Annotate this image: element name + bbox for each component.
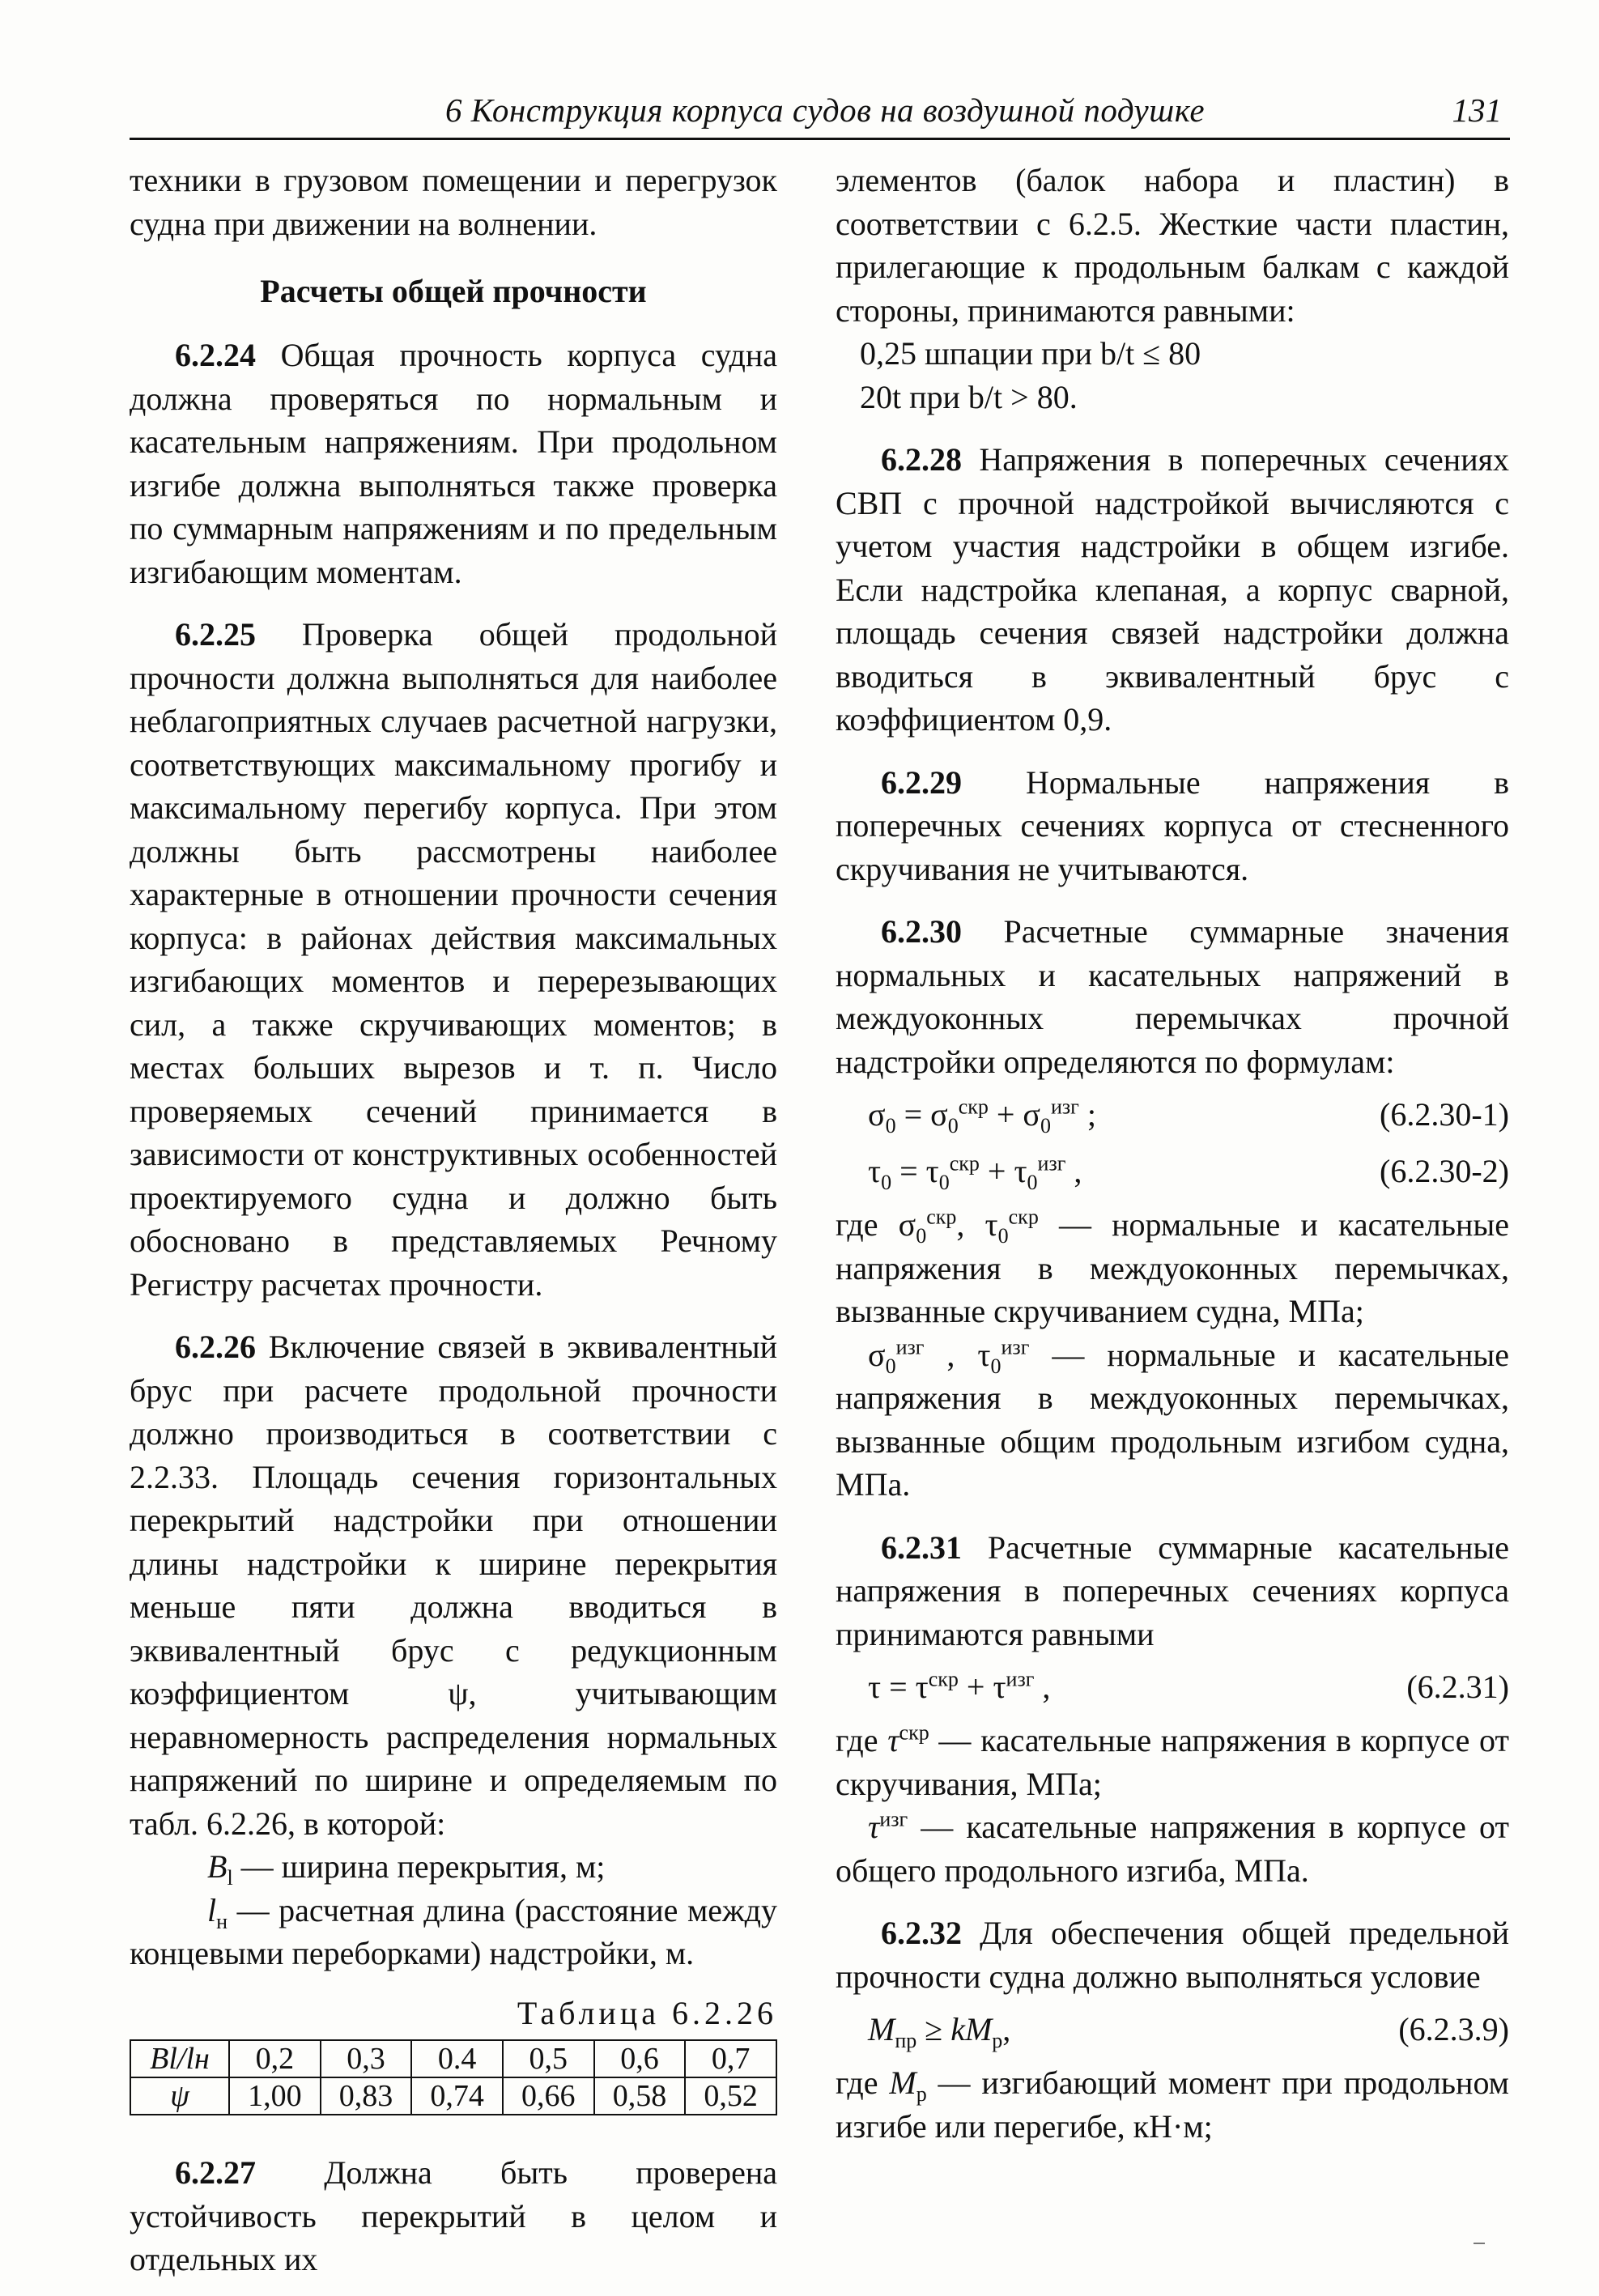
- where-5: где $M_р$ — изгибающий момент при продольном изгибе или перегибе, кН·м;: [836, 2064, 1509, 2145]
- clause-6-2-32: [836, 1911, 1509, 1998]
- clause-text: Расчетные суммарные значения нормальных и касательных напряжений в междуоконных перемычках прочной надстройки определяются по формулам:: [836, 913, 1509, 1080]
- formula-expression: $\tau_0 = \tau_0^{скр} + \tau_0^{изг}$ ,: [868, 1151, 1082, 1195]
- where-1: где $\sigma_0^{скр}$, $\tau_0^{скр}$ — нормальные и касательные напряжения в междуоконных перемычках, вызванные скручиванием судна, МПа;: [836, 1205, 1510, 1329]
- where-3: где $\tau^{скр}$ — касательные напряжения в корпусе от скручивания, МПа;: [836, 1720, 1510, 1802]
- clause-number: 6.2.26: [175, 1329, 256, 1365]
- clause-text: Нормальные напряжения в поперечных сечениях корпуса от стесненного скручивания не учитываются.: [836, 763, 1509, 887]
- formula-6-2-30-2: [836, 1146, 1509, 1197]
- scan-mark: [1474, 2243, 1485, 2244]
- where-text: — нормальные и касательные напряжения в междуоконных перемычках, вызванные скручиванием судна, МПа;: [836, 1206, 1510, 1329]
- clause-6-2-29: [836, 761, 1509, 891]
- symbol-l: l: [207, 1891, 217, 1928]
- table-cell: 0,66: [503, 2077, 594, 2115]
- table-header-cell: Bl/lн: [130, 2040, 229, 2077]
- condition-2: 20t при b/t > 80.: [860, 378, 1078, 415]
- clause-number: 6.2.28: [881, 441, 962, 478]
- section-heading: Расчеты общей прочности: [260, 273, 647, 309]
- table-cell: 1,00: [229, 2077, 321, 2115]
- clause-number: 6.2.25: [175, 616, 256, 653]
- table-cell: 0,5: [503, 2040, 594, 2077]
- clause-6-2-25: [130, 613, 777, 1306]
- paragraph-intro: техники в грузовом помещении и перегрузок судна при движении на волнении.: [130, 162, 777, 242]
- table-cell: 0.4: [411, 2040, 503, 2077]
- formula-6-2-30-1: [836, 1090, 1509, 1140]
- table-header-cell: ψ: [130, 2077, 229, 2115]
- clause-number: 6.2.24: [175, 337, 256, 373]
- symbol-b: B: [207, 1848, 228, 1885]
- clause-number: 6.2.31: [881, 1529, 962, 1566]
- clause-text: Общая прочность корпуса судна должна проверяться по нормальным и касательным напряжениям. При продольном изгибе должна выполняться также проверка по суммарным напряжениям и по предельным изгибающим моментам.: [130, 337, 777, 590]
- page-number: 131: [1452, 91, 1502, 129]
- table-row: [130, 2040, 776, 2077]
- right-column: [836, 159, 1509, 2148]
- formula-expression: $M_{пр} \ge kM_р$,: [868, 2011, 1011, 2053]
- definition-b: [130, 1845, 777, 1889]
- running-header: [130, 87, 1510, 140]
- left-column: [130, 159, 777, 2281]
- formula-expression: $\sigma_0 = \sigma_0^{скр} + \sigma_0^{изг}$ ;: [868, 1095, 1096, 1138]
- definition-text: — расчетная длина (расстояние между концевыми переборками) надстройки, м.: [130, 1891, 777, 1971]
- clause-6-2-26: [130, 1325, 777, 1845]
- equation-number: (6.2.31): [1406, 1669, 1509, 1706]
- clause-text: Напряжения в поперечных сечениях СВП с прочной надстройкой вычисляются с учетом участия надстройки в общем изгибе. Если надстройка клепаная, а корпус сварной, площадь сечения связей надстройки должна вводиться в эквивалентный брус с коэффициентом 0,9.: [836, 441, 1509, 738]
- clause-text: Расчетные суммарные касательные напряжения в поперечных сечениях корпуса принимаются равными: [836, 1529, 1509, 1652]
- clause-number: 6.2.29: [881, 763, 962, 801]
- definition-text: — ширина перекрытия, м;: [232, 1848, 606, 1885]
- condition-1: 0,25 шпации при b/t ≤ 80: [860, 335, 1201, 372]
- paragraph-continuation: элементов (балок набора и пластин) в соответствии с 6.2.5. Жесткие части пластин, прилегающие к продольным балкам с каждой стороны, принимаются равными:: [836, 162, 1509, 329]
- where-text: — нормальные и касательные напряжения в междуоконных перемычках, вызванные общим продольным изгибом судна, МПа.: [836, 1336, 1510, 1503]
- clause-number: 6.2.30: [881, 913, 962, 950]
- clause-text: Должна быть проверена устойчивость перекрытий в целом и отдельных их: [130, 2154, 777, 2277]
- clause-text: Для обеспечения общей предельной прочности судна должно выполняться условие: [836, 1915, 1509, 1995]
- clause-number: 6.2.32: [881, 1915, 962, 1951]
- equation-number: (6.2.3.9): [1398, 2011, 1509, 2048]
- definition-l: [130, 1889, 777, 1975]
- running-title: 6 Конструкция корпуса судов на воздушной подушке: [445, 91, 1206, 129]
- table-cell: 0,6: [594, 2040, 686, 2077]
- table-cell: 0,2: [229, 2040, 321, 2077]
- table-cell: 0,58: [594, 2077, 686, 2115]
- clause-text: Проверка общей продольной прочности должна выполняться для наиболее неблагоприятных случаев расчетной нагрузки, соответствующих максимальному прогибу и максимальному перегибу корпуса. При этом должны быть рассмотрены наиболее характерные в отношении прочности сечения корпуса: в районах действия максимальных изгибающих моментов и перерезывающих сил, а также скручивающих моментов; в местах больших вырезов и т. п. Число проверяемых сечений принимается в зависимости от конструктивных особенностей проектируемого судна и должно быть обосновано в представляемых Речному Регистру расчетах прочности.: [130, 616, 777, 1303]
- clause-6-2-24: [130, 334, 777, 593]
- clause-6-2-28: [836, 438, 1509, 742]
- where-text: — касательные напряжения в корпусе от скручивания, МПа;: [836, 1722, 1510, 1802]
- equation-number: (6.2.30-2): [1380, 1153, 1509, 1190]
- where-2: $\sigma_0^{изг}$ , $\tau_0^{изг}$ — нормальные и касательные напряжения в междуоконных перемычках, вызванные общим продольным изгибом судна, МПа.: [836, 1335, 1510, 1503]
- symbol-l-subscript: н: [216, 1909, 228, 1933]
- symbol-b-subscript: l: [227, 1866, 233, 1890]
- table-cell: 0,83: [321, 2077, 412, 2115]
- clause-number: 6.2.27: [175, 2154, 256, 2191]
- table-cell: 0,52: [685, 2077, 776, 2115]
- where-text: — касательные напряжения в корпусе от общего продольного изгиба, МПа.: [836, 1809, 1509, 1889]
- where-text: — изгибающий момент при продольном изгибе или перегибе, кН·м;: [836, 2064, 1509, 2145]
- table-row: [130, 2077, 776, 2115]
- clause-6-2-27: [130, 2151, 777, 2281]
- where-4: $\tau^{изг}$ — касательные напряжения в корпусе от общего продольного изгиба, МПа.: [836, 1807, 1509, 1889]
- clause-6-2-31: [836, 1526, 1509, 1656]
- table-cell: 0,3: [321, 2040, 412, 2077]
- formula-6-2-3-9: [836, 2005, 1509, 2055]
- clause-text: Включение связей в эквивалентный брус при расчете продольной прочности должно производиться в соответствии с 2.2.33. Площадь сечения горизонтальных перекрытий надстройки при отношении длины надстройки к ширине перекрытия меньше пяти должна вводиться в эквивалентный брус с редукционным коэффициентом ψ, учитывающим неравномерность распределения нормальных напряжений по ширине и определяемым по табл. 6.2.26, в которой:: [130, 1329, 777, 1842]
- clause-6-2-30: [836, 910, 1509, 1083]
- formula-6-2-31: [836, 1662, 1509, 1712]
- table-caption: Таблица 6.2.26: [517, 1994, 777, 2031]
- formula-expression: $\tau = \tau^{скр} + \tau^{изг}$ ,: [868, 1667, 1051, 1706]
- table-cell: 0,74: [411, 2077, 503, 2115]
- equation-number: (6.2.30-1): [1380, 1096, 1509, 1133]
- table-cell: 0,7: [685, 2040, 776, 2077]
- coefficient-table: [130, 2039, 777, 2115]
